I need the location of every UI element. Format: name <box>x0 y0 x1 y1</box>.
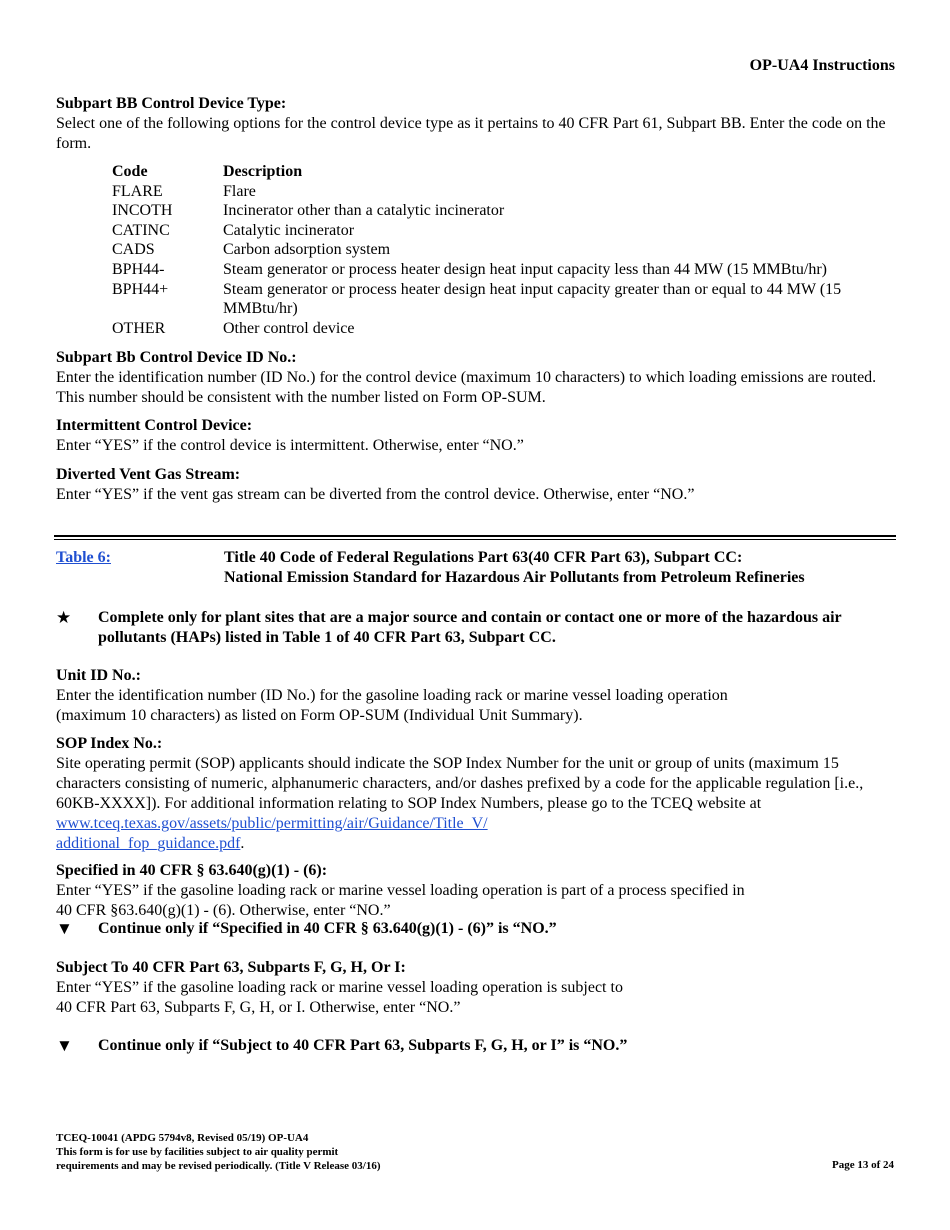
specified-line2: 40 CFR §63.640(g)(1) - (6). Otherwise, enter “NO.” <box>56 902 391 919</box>
subject-line1: Enter “YES” if the gasoline loading rack or marine vessel loading operation is subject to <box>56 979 623 996</box>
unit-id-line1: Enter the identification number (ID No.) for the gasoline loading rack or marine vessel loading operation <box>56 687 728 704</box>
code-row <box>112 319 902 339</box>
unit-id-heading: Unit ID No.: <box>56 667 141 684</box>
code-column-header: Code <box>112 163 148 180</box>
intermittent-section <box>56 416 895 456</box>
code-row <box>112 260 902 280</box>
code-row <box>112 280 902 319</box>
star-note: Complete only for plant sites that are a major source and contain or contact one or more of the hazardous air pollutants (HAPs) listed in Table 1 of 40 CFR Part 63, Subpart CC. <box>98 609 842 646</box>
specified-section <box>56 861 895 921</box>
form-footer <box>56 1131 380 1173</box>
subject-line2: 40 CFR Part 63, Subparts F, G, H, or I. Otherwise, enter “NO.” <box>56 999 461 1016</box>
sop-heading: SOP Index No.: <box>56 735 163 752</box>
control-device-code-table <box>112 162 902 338</box>
intermittent-heading: Intermittent Control Device: <box>56 417 253 434</box>
description-cell: Catalytic incinerator <box>223 221 355 239</box>
sop-body <box>56 754 895 854</box>
description-cell: Steam generator or process heater design heat input capacity less than 44 MW (15 MMBtu/hr) <box>223 260 827 278</box>
code-cell: OTHER <box>112 319 166 337</box>
code-row <box>112 240 902 260</box>
star-icon: ★ <box>56 608 72 627</box>
subpart-bb-intro: Select one of the following options for the control device type as it pertains to 40 CFR Part 61, Subpart BB. Enter the code on the form. <box>56 115 886 152</box>
code-row <box>112 182 902 202</box>
code-cell: INCOTH <box>112 202 173 220</box>
table6-title-line1: Title 40 Code of Federal Regulations Part 63(40 CFR Part 63), Subpart CC: <box>224 549 743 566</box>
code-cell: FLARE <box>112 182 163 200</box>
device-id-body: Enter the identification number (ID No.) for the control device (maximum 10 characters) to which loading emissions are routed. This number should be consistent with the number listed on Form OP-SUM. <box>56 369 877 406</box>
subpart-bb-section <box>56 94 895 154</box>
code-cell: BPH44+ <box>112 280 169 298</box>
table6-link[interactable]: Table 6: <box>56 549 111 566</box>
section-divider-thick <box>54 535 896 537</box>
subpart-bb-heading: Subpart BB Control Device Type: <box>56 95 287 112</box>
triangle-down-icon: ▼ <box>56 919 73 938</box>
code-cell: CADS <box>112 241 155 259</box>
unit-id-line2: (maximum 10 characters) as listed on Form OP-SUM (Individual Unit Summary). <box>56 707 583 724</box>
footer-line1: TCEQ-10041 (APDG 5794v8, Revised 05/19) OP-UA4 <box>56 1132 309 1144</box>
page-header-title: OP-UA4 Instructions <box>749 57 895 74</box>
intermittent-body: Enter “YES” if the control device is intermittent. Otherwise, enter “NO.” <box>56 437 524 454</box>
code-cell: BPH44- <box>112 260 165 278</box>
code-cell: CATINC <box>112 221 170 239</box>
sop-section <box>56 734 895 854</box>
specified-heading: Specified in 40 CFR § 63.640(g)(1) - (6): <box>56 862 328 879</box>
sop-body-text: Site operating permit (SOP) applicants should indicate the SOP Index Number for the unit or group of units (maximum 15 characters consisting of numeric, alphanumeric characters, and/or dashes prefixed by a code for the applicable regulation [i.e., 60KB-XXXX]). For additional information relating to SOP Index Numbers, please go to the TCEQ website at <box>56 755 864 812</box>
tceq-link-line2: additional_fop_guidance.pdf <box>56 835 241 852</box>
description-cell: Carbon adsorption system <box>223 241 391 259</box>
footer-line2: This form is for use by facilities subject to air quality permit <box>56 1146 339 1158</box>
code-row <box>112 201 902 221</box>
specified-continue-note: Continue only if “Specified in 40 CFR § 63.640(g)(1) - (6)” is “NO.” <box>98 920 557 937</box>
description-column-header: Description <box>223 163 303 180</box>
code-row <box>112 221 902 241</box>
description-cell: Other control device <box>223 319 355 337</box>
device-id-heading: Subpart Bb Control Device ID No.: <box>56 349 297 366</box>
subject-section <box>56 958 895 1018</box>
description-cell: Incinerator other than a catalytic incinerator <box>223 202 505 220</box>
device-id-section <box>56 348 895 408</box>
unit-id-section <box>56 666 895 726</box>
diverted-body: Enter “YES” if the vent gas stream can be diverted from the control device. Otherwise, enter “NO.” <box>56 486 695 503</box>
section-divider-thin <box>54 539 896 540</box>
subject-heading: Subject To 40 CFR Part 63, Subparts F, G, H, Or I: <box>56 959 406 976</box>
triangle-down-icon: ▼ <box>56 1036 73 1055</box>
diverted-section <box>56 465 895 505</box>
diverted-heading: Diverted Vent Gas Stream: <box>56 466 241 483</box>
table6-title-line2: National Emission Standard for Hazardous Air Pollutants from Petroleum Refineries <box>224 569 805 586</box>
code-table-header <box>112 162 902 182</box>
description-cell: Steam generator or process heater design heat input capacity greater than or equal to 44 MW (15 MMBtu/hr) <box>223 280 842 318</box>
footer-line3: requirements and may be revised periodically. (Title V Release 03/16) <box>56 1160 381 1172</box>
table6-title <box>224 548 884 588</box>
tceq-link-line1: www.tceq.texas.gov/assets/public/permitting/air/Guidance/Title_V/ <box>56 815 488 832</box>
tceq-guidance-link[interactable] <box>56 815 488 852</box>
sop-period: . <box>240 835 245 852</box>
specified-line1: Enter “YES” if the gasoline loading rack or marine vessel loading operation is part of a process specified in <box>56 882 745 899</box>
subject-continue-note: Continue only if “Subject to 40 CFR Part 63, Subparts F, G, H, or I” is “NO.” <box>98 1037 628 1054</box>
description-cell: Flare <box>223 182 256 200</box>
page-number: Page 13 of 24 <box>831 1159 894 1171</box>
